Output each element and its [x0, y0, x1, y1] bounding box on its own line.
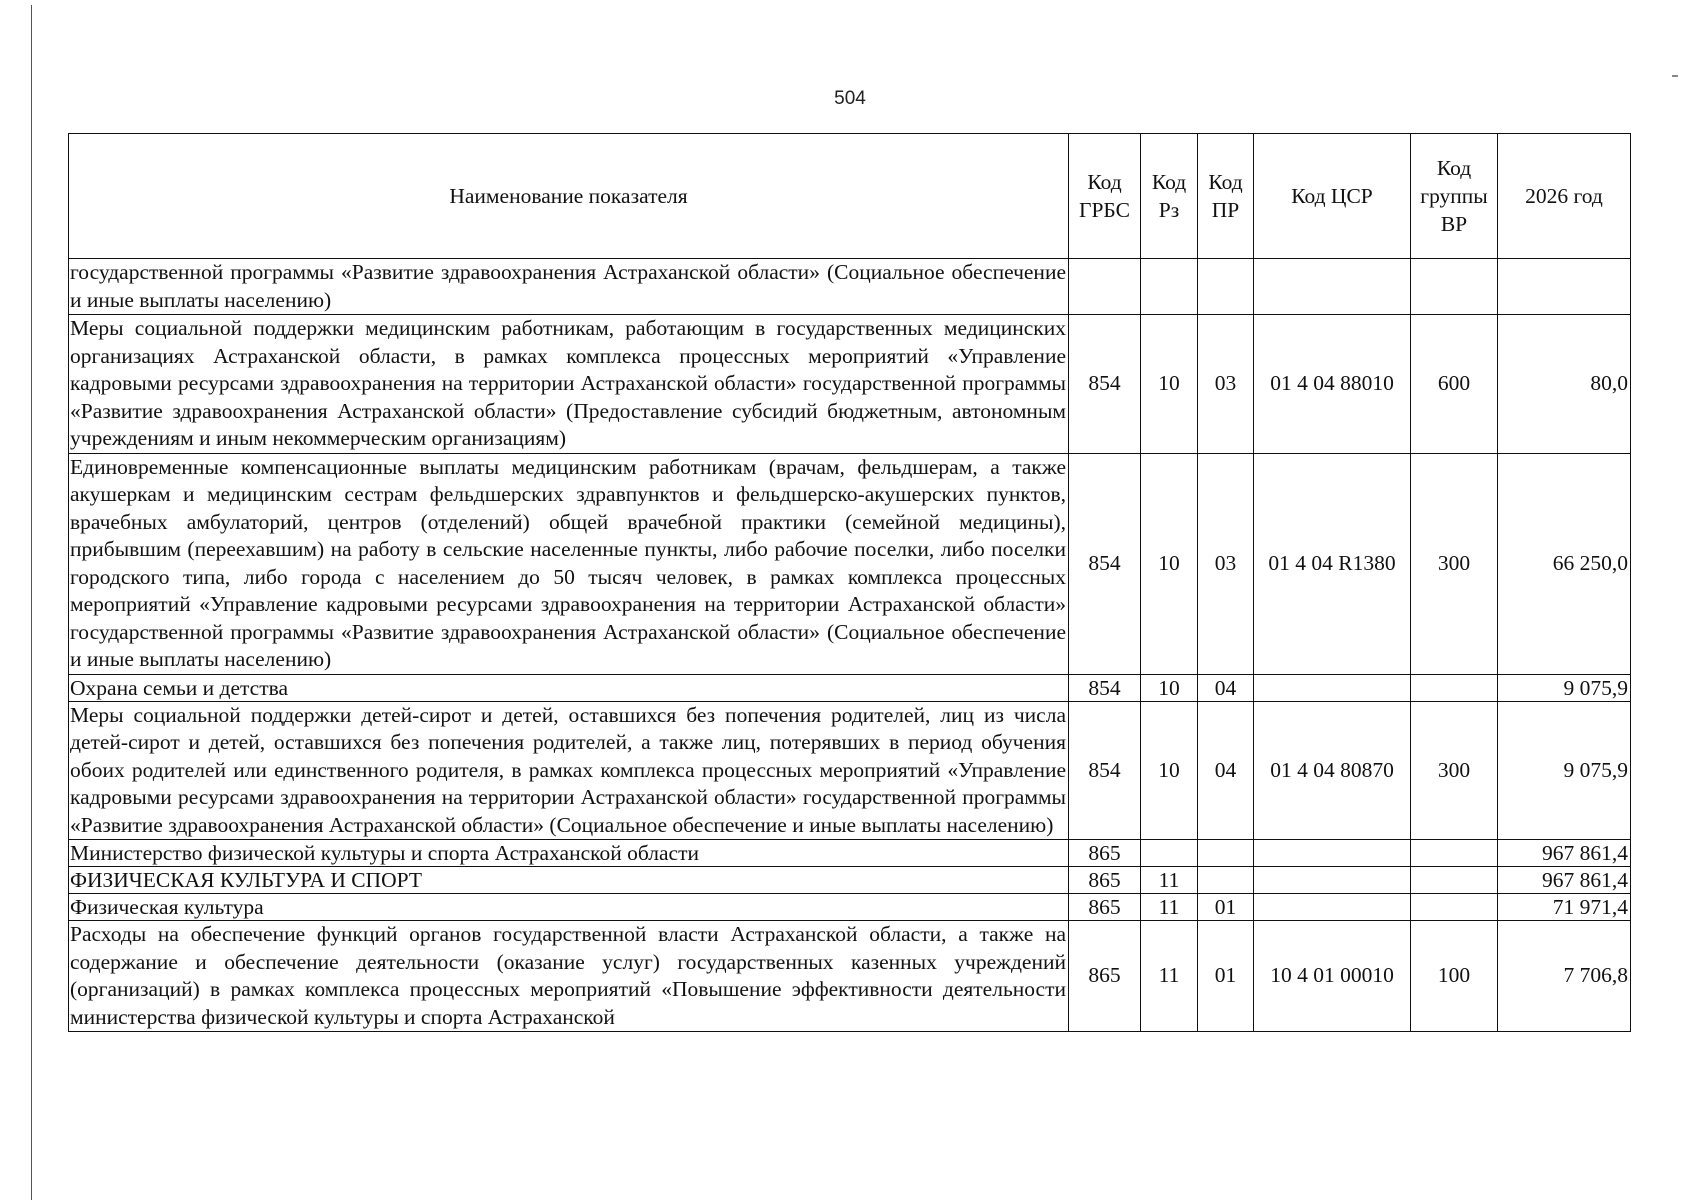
row-grbs: 865: [1069, 867, 1141, 894]
table-row: [69, 867, 1631, 894]
row-csr: [1254, 840, 1411, 867]
row-pr: 04: [1198, 701, 1254, 840]
table-row: [69, 315, 1631, 454]
row-csr: [1254, 867, 1411, 894]
row-name: Расходы на обеспечение функций органов государственной власти Астраханской области, а также на содержание и обеспечение деятельности (оказание услуг) государственных казенных учреждений (организаций) в рамках комплекса процессных мероприятий «Повышение эффективности деятельности министерства физической культуры и спорта Астраханской: [69, 921, 1069, 1032]
row-grbs: 865: [1069, 921, 1141, 1032]
header-grbs-code: Код ГРБС: [1069, 134, 1141, 259]
row-rz: 11: [1141, 867, 1198, 894]
row-pr: 01: [1198, 921, 1254, 1032]
table-row: [69, 894, 1631, 921]
row-pr: 03: [1198, 315, 1254, 454]
header-indicator-name: Наименование показателя: [69, 134, 1069, 259]
row-name: ФИЗИЧЕСКАЯ КУЛЬТУРА И СПОРТ: [69, 867, 1069, 894]
table-row: [69, 674, 1631, 701]
row-pr: [1198, 867, 1254, 894]
row-grbs: 854: [1069, 674, 1141, 701]
row-rz: 10: [1141, 701, 1198, 840]
budget-table: [68, 133, 1631, 1032]
row-pr: 04: [1198, 674, 1254, 701]
row-grbs: 865: [1069, 894, 1141, 921]
row-amount: 9 075,9: [1498, 674, 1631, 701]
table-row: [69, 840, 1631, 867]
table-row: [69, 453, 1631, 674]
table-row: [69, 259, 1631, 315]
row-name: Министерство физической культуры и спорта Астраханской области: [69, 840, 1069, 867]
row-name: Меры социальной поддержки медицинским работникам, работающим в государственных медицинских организациях Астраханской области, в рамках комплекса процессных мероприятий «Управление кадровыми ресурсами здравоохранения на территории Астраханской области» государственной программы «Развитие здравоохранения Астраханской области» (Предоставление субсидий бюджетным, автономным учреждениям и иным некоммерческим организациям): [69, 315, 1069, 454]
row-rz: 10: [1141, 453, 1198, 674]
row-name: Меры социальной поддержки детей-сирот и детей, оставшихся без попечения родителей, лиц из числа детей-сирот и детей, оставшихся без попечения родителей, а также лиц, потерявших в период обучения обоих родителей или единственного родителя, в рамках комплекса процессных мероприятий «Управление кадровыми ресурсами здравоохранения на территории Астраханской области» государственной программы «Развитие здравоохранения Астраханской области» (Социальное обеспечение и иные выплаты населению): [69, 701, 1069, 840]
row-amount: 967 861,4: [1498, 840, 1631, 867]
header-rz-code: Код Рз: [1141, 134, 1198, 259]
row-name: Охрана семьи и детства: [69, 674, 1069, 701]
header-csr-code: Код ЦСР: [1254, 134, 1411, 259]
row-vr: [1411, 867, 1498, 894]
page-binding-line: [31, 5, 32, 1200]
row-csr: [1254, 259, 1411, 315]
row-rz: 11: [1141, 921, 1198, 1032]
row-csr: [1254, 674, 1411, 701]
header-year-2026: 2026 год: [1498, 134, 1631, 259]
row-csr: 01 4 04 88010: [1254, 315, 1411, 454]
row-vr: [1411, 840, 1498, 867]
row-grbs: [1069, 259, 1141, 315]
header-pr-code: Код ПР: [1198, 134, 1254, 259]
row-grbs: 865: [1069, 840, 1141, 867]
row-pr: 01: [1198, 894, 1254, 921]
row-rz: 10: [1141, 674, 1198, 701]
row-rz: [1141, 259, 1198, 315]
row-vr: 300: [1411, 701, 1498, 840]
row-amount: 80,0: [1498, 315, 1631, 454]
row-pr: [1198, 259, 1254, 315]
row-amount: 66 250,0: [1498, 453, 1631, 674]
row-vr: 600: [1411, 315, 1498, 454]
header-vr-group-code: Код группы ВР: [1411, 134, 1498, 259]
row-vr: [1411, 894, 1498, 921]
row-grbs: 854: [1069, 315, 1141, 454]
row-amount: 71 971,4: [1498, 894, 1631, 921]
row-pr: [1198, 840, 1254, 867]
row-grbs: 854: [1069, 701, 1141, 840]
table-row: [69, 701, 1631, 840]
row-grbs: 854: [1069, 453, 1141, 674]
row-amount: 9 075,9: [1498, 701, 1631, 840]
row-csr: [1254, 894, 1411, 921]
row-rz: 10: [1141, 315, 1198, 454]
row-rz: [1141, 840, 1198, 867]
scan-mark: [1672, 75, 1678, 77]
page-number: 504: [834, 88, 866, 109]
row-vr: 100: [1411, 921, 1498, 1032]
row-vr: [1411, 674, 1498, 701]
table-header-row: [69, 134, 1631, 259]
row-pr: 03: [1198, 453, 1254, 674]
row-vr: [1411, 259, 1498, 315]
row-amount: 967 861,4: [1498, 867, 1631, 894]
row-name: государственной программы «Развитие здравоохранения Астраханской области» (Социальное обеспечение и иные выплаты населению): [69, 259, 1069, 315]
row-csr: 01 4 04 80870: [1254, 701, 1411, 840]
row-vr: 300: [1411, 453, 1498, 674]
row-amount: [1498, 259, 1631, 315]
table-row: [69, 921, 1631, 1032]
row-name: Физическая культура: [69, 894, 1069, 921]
row-rz: 11: [1141, 894, 1198, 921]
row-name: Единовременные компенсационные выплаты медицинским работникам (врачам, фельдшерам, а также акушеркам и медицинским сестрам фельдшерских здравпунктов и фельдшерско-акушерских пунктов, врачебных амбулаторий, центров (отделений) общей врачебной практики (семейной медицины), прибывшим (переехавшим) на работу в сельские населенные пункты, либо рабочие поселки, либо поселки городского типа, либо города с населением до 50 тысяч человек, в рамках комплекса процессных мероприятий «Управление кадровыми ресурсами здравоохранения на территории Астраханской области» государственной программы «Развитие здравоохранения Астраханской области» (Социальное обеспечение и иные выплаты населению): [69, 453, 1069, 674]
row-amount: 7 706,8: [1498, 921, 1631, 1032]
row-csr: 10 4 01 00010: [1254, 921, 1411, 1032]
row-csr: 01 4 04 R1380: [1254, 453, 1411, 674]
